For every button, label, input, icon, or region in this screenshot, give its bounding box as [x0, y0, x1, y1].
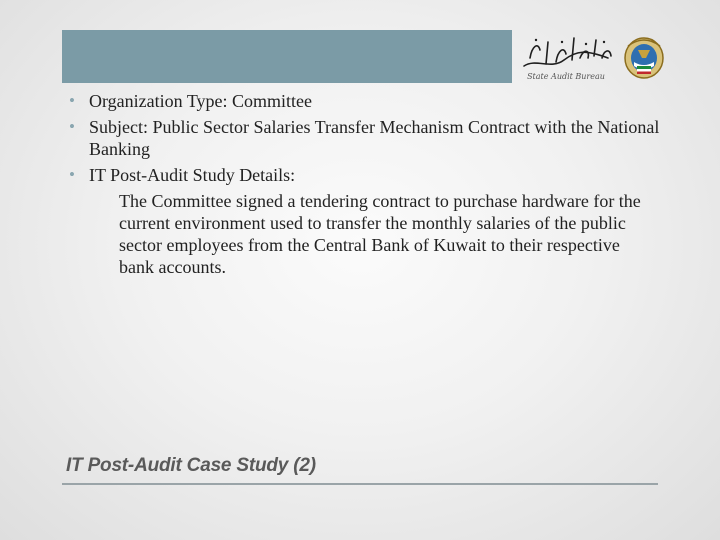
logo-caption: State Audit Bureau [527, 72, 605, 81]
study-details-paragraph: The Committee signed a tendering contract to purchase hardware for the current environment used to transfer the monthly salaries of the public sector employees from the Central Bank of Kuwait to their respective bank accounts. [119, 191, 641, 277]
header-band [62, 30, 512, 83]
bullet-dot-icon: • [69, 91, 75, 110]
bullet-study-details [68, 164, 668, 186]
bullet-dot-icon: • [69, 117, 75, 136]
bullet-text: IT Post-Audit Study Details: [89, 165, 296, 185]
bullet-dot-icon: • [69, 165, 75, 184]
slide-content [68, 90, 668, 278]
arabic-calligraphy-logo [516, 28, 616, 88]
bullet-text: Subject: Public Sector Salaries Transfer Mechanism Contract with the National Banking [89, 117, 660, 159]
bullet-subject [68, 116, 668, 160]
kuwait-emblem-icon [620, 32, 668, 84]
bullet-organization-type [68, 90, 668, 112]
state-audit-bureau-logo [516, 28, 666, 88]
footer-title: IT Post-Audit Case Study (2) [66, 455, 316, 476]
bullet-text: Organization Type: Committee [89, 91, 313, 111]
footer-divider [62, 483, 658, 485]
